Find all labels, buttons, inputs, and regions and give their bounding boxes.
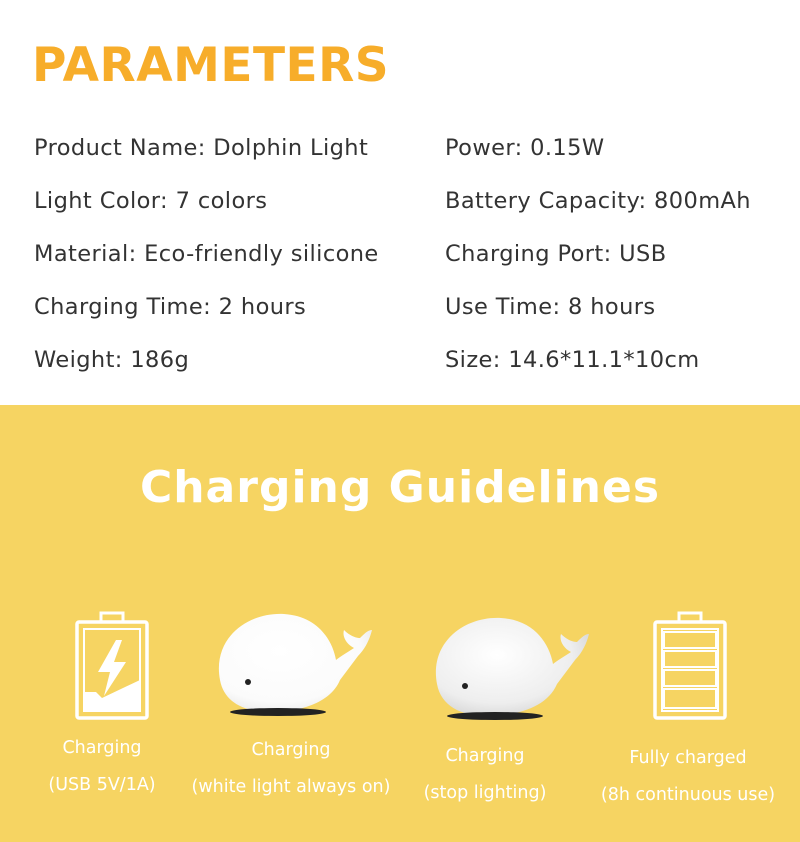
param-material: Material: Eco-friendly silicone: [34, 241, 379, 267]
battery-charging-icon: [72, 610, 152, 722]
caption-charging-light-on: [185, 740, 397, 797]
param-charging-port: Charging Port: USB: [445, 241, 667, 267]
caption-line2: (8h continuous use): [600, 785, 776, 805]
caption-line1: Charging: [445, 746, 525, 766]
caption-line1: Charging: [251, 740, 331, 760]
parameters-title: PARAMETERS: [32, 38, 390, 93]
battery-full-icon: [650, 610, 730, 722]
whale-light-on-icon: [208, 608, 373, 718]
param-light-color: Light Color: 7 colors: [34, 188, 268, 214]
caption-charging-usb: [32, 738, 172, 795]
caption-fully-charged: [590, 748, 786, 805]
caption-line2: (white light always on): [191, 777, 391, 797]
param-product-name: Product Name: Dolphin Light: [34, 135, 369, 161]
param-size: Size: 14.6*11.1*10cm: [445, 347, 700, 373]
param-battery-capacity: Battery Capacity: 800mAh: [445, 188, 751, 214]
caption-line2: (USB 5V/1A): [48, 775, 156, 795]
caption-line2: (stop lighting): [423, 783, 547, 803]
caption-line1: Fully charged: [629, 748, 747, 768]
caption-line1: Charging: [62, 738, 142, 758]
param-power: Power: 0.15W: [445, 135, 605, 161]
param-weight: Weight: 186g: [34, 347, 190, 373]
whale-light-off-icon: [425, 612, 590, 722]
param-charging-time: Charging Time: 2 hours: [34, 294, 307, 320]
parameters-section: [0, 0, 800, 405]
caption-charging-stop-lighting: [412, 746, 558, 803]
param-use-time: Use Time: 8 hours: [445, 294, 656, 320]
charging-guidelines-title: Charging Guidelines: [139, 462, 661, 513]
